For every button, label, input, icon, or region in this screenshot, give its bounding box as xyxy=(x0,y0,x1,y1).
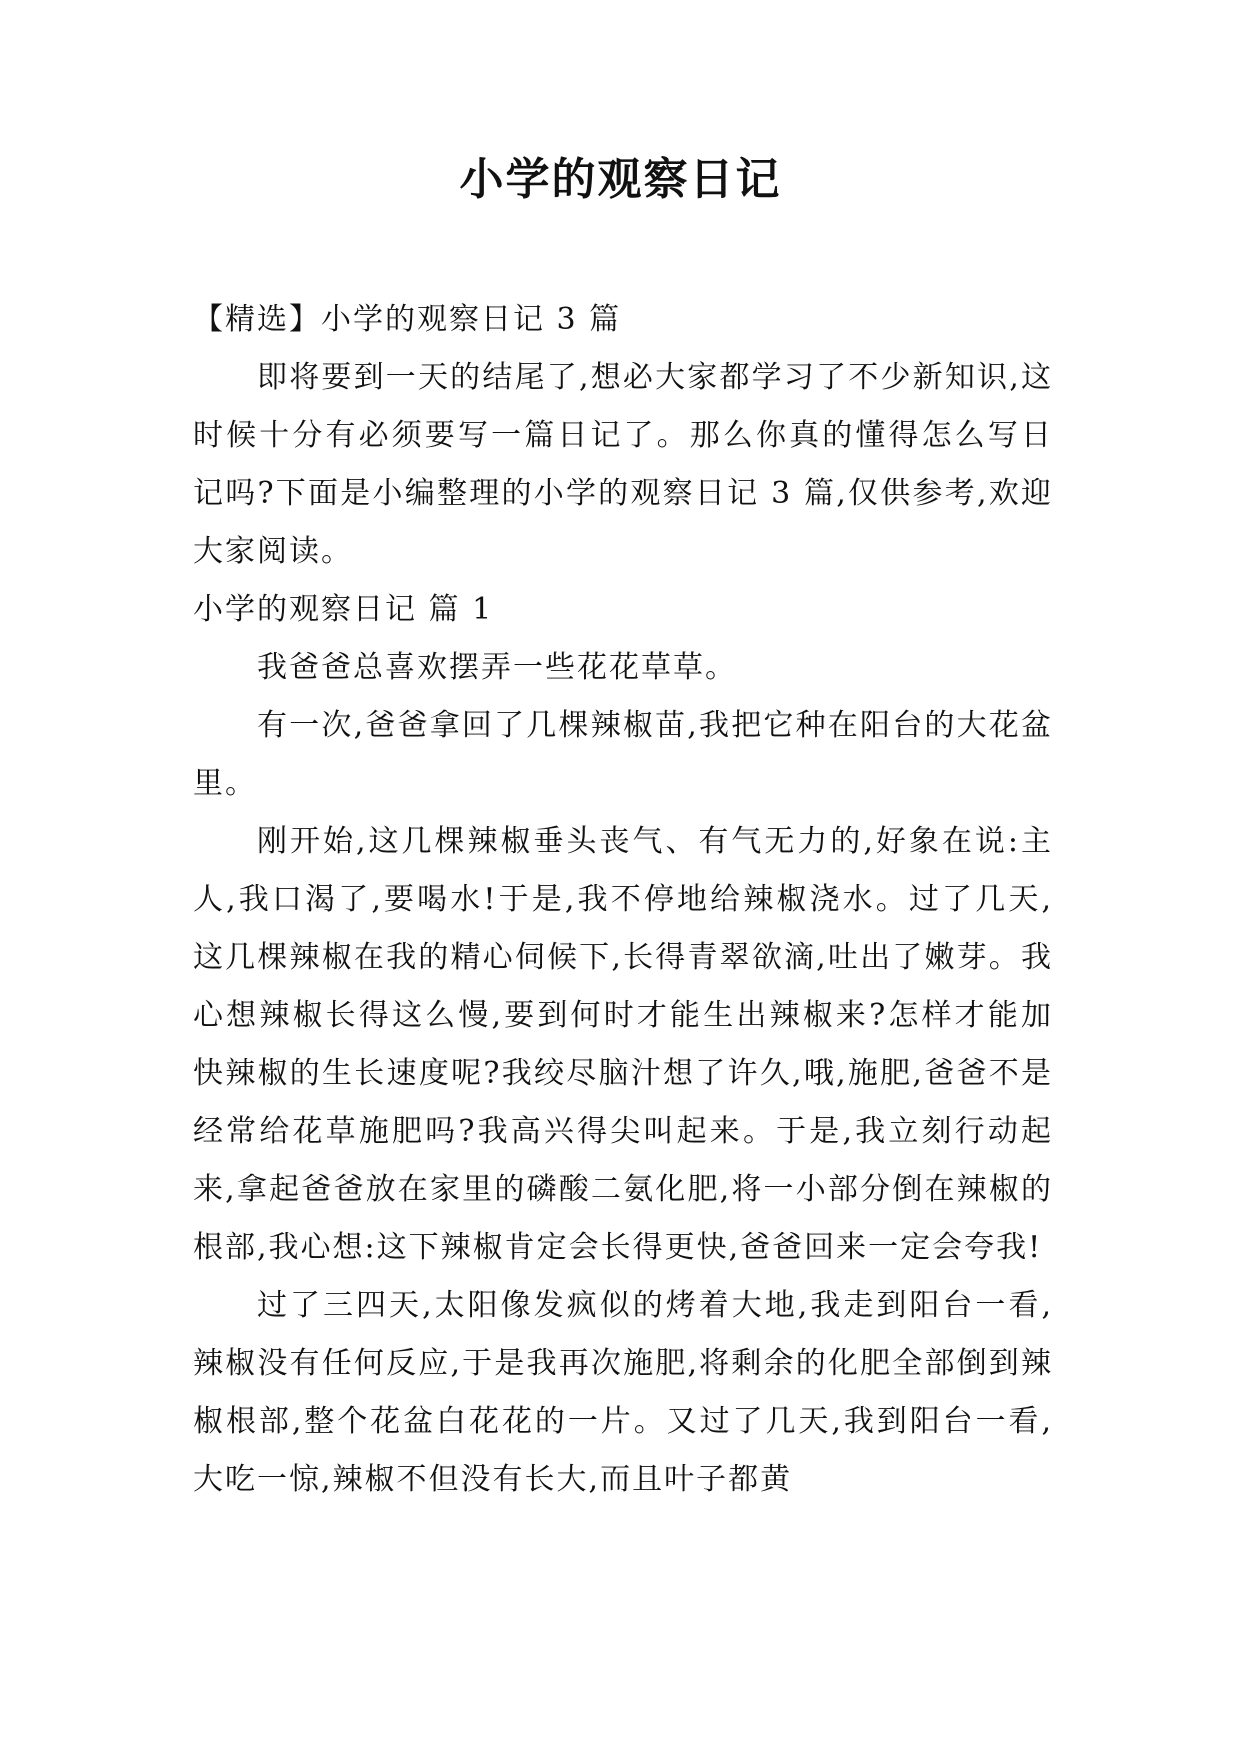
body-paragraph: 过了三四天,太阳像发疯似的烤着大地,我走到阳台一看,辣椒没有任何反应,于是我再次施肥,将剩余的化肥全部倒到辣椒根部,整个花盆白花花的一片。又过了几天,我到阳台一看,大吃一惊,辣椒不但没有长大,而且叶子都黄 xyxy=(193,1288,1053,1497)
body-paragraph: 有一次,爸爸拿回了几棵辣椒苗,我把它种在阳台的大花盆里。 xyxy=(193,708,1053,801)
body-paragraph: 我爸爸总喜欢摆弄一些花花草草。 xyxy=(257,650,737,685)
body-paragraph: 刚开始,这几棵辣椒垂头丧气、有气无力的,好象在说:主人,我口渴了,要喝水!于是,我不停地给辣椒浇水。过了几天,这几棵辣椒在我的精心伺候下,长得青翠欲滴,吐出了嫩芽。我心想辣椒长得这么慢,要到何时才能生出辣椒来?怎样才能加快辣椒的生长速度呢?我绞尽脑汁想了许久,哦,施肥,爸爸不是经常给花草施肥吗?我高兴得尖叫起来。于是,我立刻行动起来,拿起爸爸放在家里的磷酸二氨化肥,将一小部分倒在辣椒的根部,我心想:这下辣椒肯定会长得更快,爸爸回来一定会夸我! xyxy=(193,824,1053,1265)
document-subtitle: 【精选】小学的观察日记 3 篇 xyxy=(193,302,622,337)
document-title: 小学的观察日记 xyxy=(459,154,782,205)
section-heading: 小学的观察日记 篇 1 xyxy=(193,592,494,627)
intro-paragraph: 即将要到一天的结尾了,想必大家都学习了不少新知识,这时候十分有必须要写一篇日记了。那么你真的懂得怎么写日记吗?下面是小编整理的小学的观察日记 3 篇,仅供参考,欢迎大家阅读。 xyxy=(193,360,1053,569)
document-body xyxy=(193,291,1053,1509)
